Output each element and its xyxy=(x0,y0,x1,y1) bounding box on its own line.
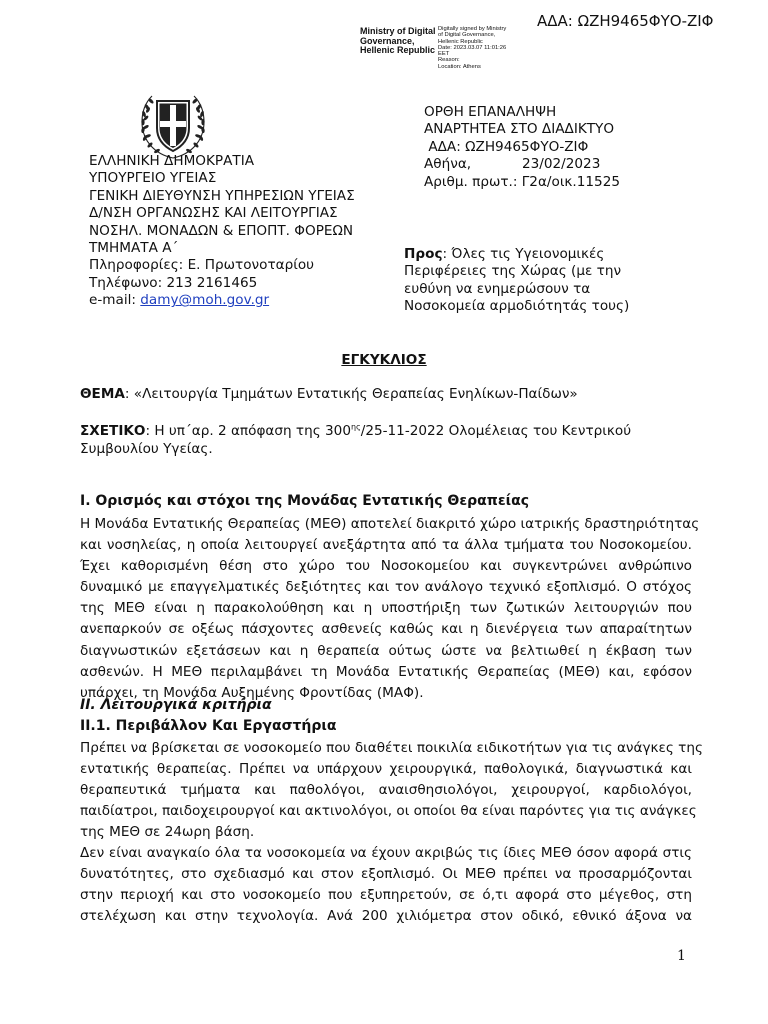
paragraph-line: Έχει καθορισμένη θέση στο χώρο του Νοσοκομείου και συγκεντρώνει ανθρώπινο xyxy=(80,558,692,575)
meta-line: ΟΡΘΗ ΕΠΑΝΑΛΗΨΗ xyxy=(424,104,557,120)
signature-detail-line: Digitally signed by Ministry xyxy=(438,26,507,32)
sender-line: Πληροφορίες: Ε. Πρωτονοταρίου xyxy=(89,257,315,274)
recipient-line: Περιφέρειες της Χώρας (με την xyxy=(404,263,622,280)
meta-ada: ΑΔΑ: ΩΖΗ9465ΦΥΟ-ΖΙΦ xyxy=(424,138,589,155)
signature-detail-line: EET xyxy=(438,51,450,58)
meta-protocol: Αριθμ. πρωτ.: Γ2α/οικ.11525 xyxy=(424,173,620,190)
subject-text: : «Λειτουργία Τμημάτων Εντατικής Θεραπείας Ενηλίκων-Παίδων» xyxy=(124,386,578,402)
paragraph-line: εντατικής θεραπείας. Πρέπει να υπάρχουν χειρουργικά, παθολογικά, διαγνωστικά και xyxy=(80,761,692,778)
sender-line: Τηλέφωνο: 213 2161465 xyxy=(89,274,258,291)
recipient-block xyxy=(404,246,629,316)
sender-line: ΓΕΝΙΚΗ ΔΙΕΥΘΥΝΣΗ ΥΠΗΡΕΣΙΩΝ ΥΓΕΙΑΣ xyxy=(89,187,355,204)
meta-date: 23/02/2023 xyxy=(522,156,601,173)
sender-line: ΕΛΛΗΝΙΚΗ ΔΗΜΟΚΡΑΤΙΑ xyxy=(89,153,255,169)
paragraph-line: ασθενών. Η ΜΕΘ περιλαμβάνει τη Μονάδα Εντατικής Θεραπείας (ΜΕΘ) και, εφόσον xyxy=(80,663,692,680)
recipient-label: Προς xyxy=(404,246,443,262)
email-link[interactable]: damy@moh.gov.gr xyxy=(140,292,270,309)
sender-line: ΥΠΟΥΡΓΕΙΟ ΥΓΕΙΑΣ xyxy=(89,170,217,187)
paragraph-line: Πρέπει να βρίσκεται σε νοσοκομείο που διαθέτει ποικιλία ειδικοτήτων για τις ανάγκες της xyxy=(80,740,703,756)
related-text: : Η υπ΄αρ. 2 απόφαση της 300 xyxy=(145,423,351,439)
signature-detail-line: Location: Athens xyxy=(438,63,481,70)
sender-line: ΤΜΗΜΑΤΑ Α΄ xyxy=(89,240,179,257)
paragraph-line: της ΜΕΘ είναι η παρακολούθηση και η υποστήριξη των ζωτικών λειτουργιών που xyxy=(80,600,692,617)
section-1-heading: Ι. Ορισμός και στόχοι της Μονάδας Εντατικής Θεραπείας xyxy=(80,493,529,509)
section-2-heading: ΙΙ. Λειτουργικά κριτήρια xyxy=(80,697,272,713)
paragraph-line: Δεν είναι αναγκαίο όλα τα νοσοκομεία να έχουν ακριβώς τις ίδιες ΜΕΘ όσον αφορά στις xyxy=(80,845,692,861)
signature-org-line: Ministry of Digital xyxy=(360,26,436,36)
email-label: e-mail: xyxy=(89,292,141,309)
meta-date-line xyxy=(424,156,620,173)
document-meta-block xyxy=(424,104,620,191)
section-2-1-paragraph-1 xyxy=(80,738,703,843)
related-superscript: ης xyxy=(350,422,361,432)
sender-block xyxy=(89,153,355,310)
related-text: /25-11-2022 Ολομέλειας του Κεντρικού xyxy=(360,423,632,439)
related-reference xyxy=(80,422,631,458)
subject-label: ΘΕΜΑ xyxy=(80,386,125,402)
signature-detail-line: Hellenic Republic xyxy=(438,38,483,45)
meta-line: ΑΝΑΡΤΗΤΕΑ ΣΤΟ ΔΙΑΔΙΚΤΥΟ xyxy=(424,121,615,138)
recipient-line: ευθύνη να ενημερώσουν τα xyxy=(404,280,591,297)
recipient-first-line xyxy=(404,246,629,263)
subject-line xyxy=(80,386,578,402)
document-ada-code: ΑΔΑ: ΩΖΗ9465ΦΥΟ-ΖΙΦ xyxy=(537,12,714,30)
meta-city: Αθήνα, xyxy=(424,156,472,173)
paragraph-line: στην περιοχή και στο νοσοκομείο που εξυπηρετούν, σε ό,τι αφορά στο μέγεθος, στη xyxy=(80,887,692,904)
paragraph-line: στελέχωση και στην τεχνολογία. Ανά 200 χιλιόμετρα στον οδικό, εθνικό άξονα να xyxy=(80,908,692,925)
signature-detail-line: of Digital Governance, xyxy=(438,32,496,39)
paragraph-line: Η Μονάδα Εντατικής Θεραπείας (ΜΕΘ) αποτελεί διακριτό χώρο ιατρικής δραστηριότητας xyxy=(80,516,700,532)
paragraph-line: της ΜΕΘ σε 24ωρη βάση. xyxy=(80,824,255,841)
hellenic-republic-emblem-icon xyxy=(136,88,210,162)
page-number: 1 xyxy=(677,948,686,964)
related-line: Συμβουλίου Υγείας. xyxy=(80,441,213,457)
signature-organization xyxy=(360,27,440,56)
document-title: ΕΓΚΥΚΛΙΟΣ xyxy=(341,352,427,368)
paragraph-line: υπάρχει, τη Μονάδα Αυξημένης Φροντίδας (ΜΑΦ). xyxy=(80,684,424,701)
paragraph-line: και νοσηλείας, η οποία λειτουργεί ανεξάρτητα από τα άλλα τμήματα του Νοσοκομείου. xyxy=(80,537,692,554)
recipient-line: Νοσοκομεία αρμοδιότητάς τους) xyxy=(404,298,630,315)
paragraph-line: θεραπευτικά τμήματα και παθολόγοι, αναισθησιολόγοι, χειρουργοί, καρδιολόγοι, xyxy=(80,782,692,799)
sender-line: ΝΟΣΗΛ. ΜΟΝΑΔΩΝ & ΕΠΟΠΤ. ΦΟΡΕΩΝ xyxy=(89,222,354,239)
sender-line: Δ/ΝΣΗ ΟΡΓΑΝΩΣΗΣ ΚΑΙ ΛΕΙΤΟΥΡΓΙΑΣ xyxy=(89,205,338,222)
recipient-text: : Όλες τις Υγειονομικές xyxy=(442,246,605,262)
related-label: ΣΧΕΤΙΚΟ xyxy=(80,423,146,439)
section-2-1-paragraph-2 xyxy=(80,843,692,927)
signature-details xyxy=(438,26,568,70)
sender-email-line xyxy=(89,292,355,309)
paragraph-line: διαγνωστικών εξετάσεων και η θεραπεία ούτως ώστε να βελτιωθεί η έκβαση των xyxy=(80,642,692,659)
paragraph-line: δυναμικό με επαγγελματικές δεξιότητες και τον ανάλογο τεχνικό εξοπλισμό. Ο στόχος xyxy=(80,579,692,596)
signature-org-line: Governance, xyxy=(360,35,415,46)
paragraph-line: ανεπαρκούν σε οξέως πάσχοντες ασθενείς καθώς και η διενέργεια των απαραίτητων xyxy=(80,621,692,638)
paragraph-line: δυνατότητες, στο σχεδιασμό και στον εξοπλισμό. Οι ΜΕΘ πρέπει να προσαρμόζονται xyxy=(80,866,692,883)
signature-org-line: Hellenic Republic xyxy=(360,45,436,55)
section-2-1-heading: ΙΙ.1. Περιβάλλον Και Εργαστήρια xyxy=(80,718,337,734)
section-1-paragraph xyxy=(80,514,700,704)
paragraph-line: παιδίατροι, παιδοχειρουργοί και ακτινολόγοι, οι οποίοι θα είναι παρόντες για τις ανάγκες xyxy=(80,803,697,820)
signature-detail-line: Date: 2023.03.07 11:01:26 xyxy=(438,44,507,51)
signature-detail-line: Reason: xyxy=(438,57,460,64)
related-line xyxy=(80,422,631,440)
